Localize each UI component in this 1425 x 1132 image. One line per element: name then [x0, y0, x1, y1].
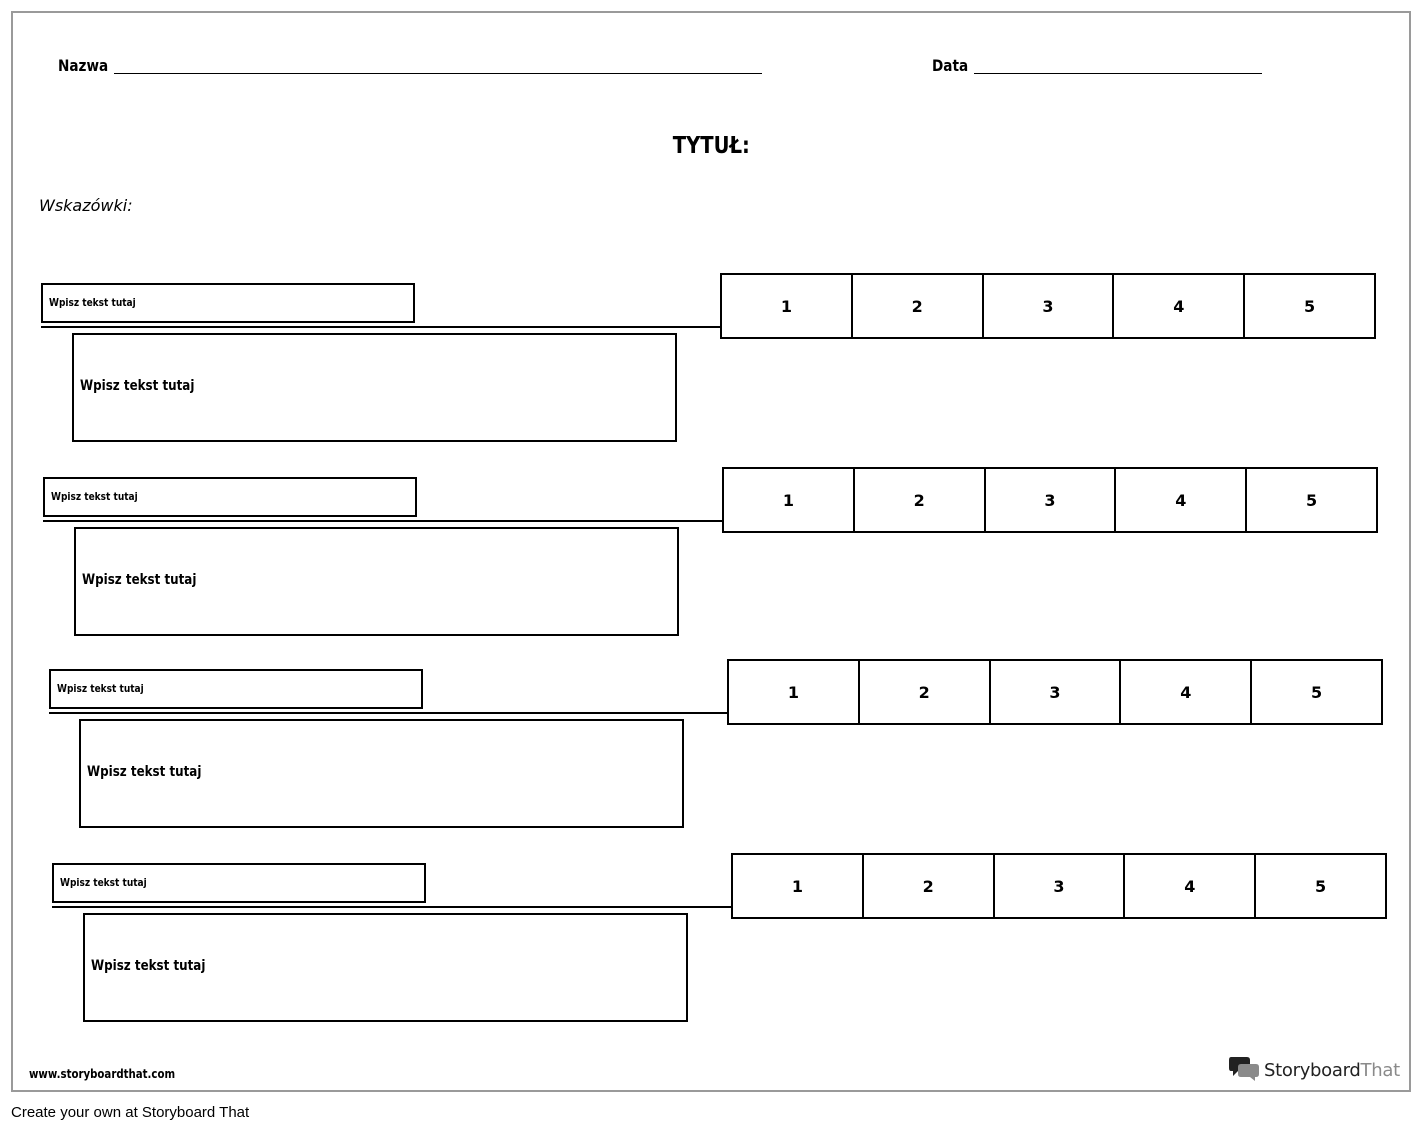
row-text-box[interactable] [79, 719, 684, 828]
row-text: Wpisz tekst tutaj [87, 764, 202, 780]
name-label: Nazwa [58, 56, 109, 75]
storyboardthat-logo[interactable] [1229, 1055, 1400, 1086]
scale-cell-3[interactable]: 3 [989, 661, 1120, 723]
speech-bubbles-icon [1229, 1055, 1259, 1086]
row-text: Wpisz tekst tutaj [80, 378, 195, 394]
row-label-text: Wpisz tekst tutaj [49, 296, 136, 309]
scale-cell-2[interactable]: 2 [853, 469, 984, 531]
row-text-box[interactable] [83, 913, 688, 1022]
row-text: Wpisz tekst tutaj [91, 958, 206, 974]
row-label-text: Wpisz tekst tutaj [60, 876, 147, 889]
row-label-box[interactable] [49, 669, 423, 709]
footer-url[interactable]: www.storyboardthat.com [29, 1067, 176, 1081]
row-divider [41, 326, 721, 328]
footer-caption[interactable]: Create your own at Storyboard That [11, 1104, 250, 1121]
rating-scale [731, 853, 1387, 919]
scale-cell-3[interactable]: 3 [984, 469, 1115, 531]
date-label: Data [932, 56, 969, 75]
row-label-text: Wpisz tekst tutaj [57, 682, 144, 695]
date-field[interactable] [974, 73, 1262, 74]
scale-cell-4[interactable]: 4 [1119, 661, 1250, 723]
worksheet [11, 11, 1411, 1092]
scale-cell-4[interactable]: 4 [1114, 469, 1245, 531]
row-divider [43, 520, 723, 522]
scale-cell-1[interactable]: 1 [787, 682, 799, 702]
rating-scale [727, 659, 1383, 725]
rating-scale [722, 467, 1378, 533]
scale-cell-1[interactable]: 1 [791, 876, 803, 896]
scale-cell-5[interactable]: 5 [1243, 275, 1374, 337]
row-label-text: Wpisz tekst tutaj [51, 490, 138, 503]
row-label-box[interactable] [41, 283, 415, 323]
scale-cell-2[interactable]: 2 [858, 661, 989, 723]
logo-text: StoryboardThat [1264, 1060, 1400, 1081]
scale-cell-5[interactable]: 5 [1250, 661, 1381, 723]
scale-cell-5[interactable]: 5 [1245, 469, 1376, 531]
scale-cell-1[interactable]: 1 [780, 296, 792, 316]
row-text-box[interactable] [72, 333, 677, 442]
scale-cell-3[interactable]: 3 [982, 275, 1113, 337]
row-label-box[interactable] [52, 863, 426, 903]
scale-cell-4[interactable]: 4 [1112, 275, 1243, 337]
row-label-box[interactable] [43, 477, 417, 517]
scale-cell-2[interactable]: 2 [851, 275, 982, 337]
rating-scale [720, 273, 1376, 339]
name-field[interactable] [114, 73, 762, 74]
row-text: Wpisz tekst tutaj [82, 572, 197, 588]
row-text-box[interactable] [74, 527, 679, 636]
scale-cell-2[interactable]: 2 [862, 855, 993, 917]
row-divider [49, 712, 729, 714]
worksheet-title: TYTUŁ: [672, 133, 750, 159]
scale-cell-1[interactable]: 1 [782, 490, 794, 510]
scale-cell-5[interactable]: 5 [1254, 855, 1385, 917]
scale-cell-4[interactable]: 4 [1123, 855, 1254, 917]
scale-cell-3[interactable]: 3 [993, 855, 1124, 917]
hint-label: Wskazówki: [39, 196, 133, 215]
row-divider [52, 906, 732, 908]
